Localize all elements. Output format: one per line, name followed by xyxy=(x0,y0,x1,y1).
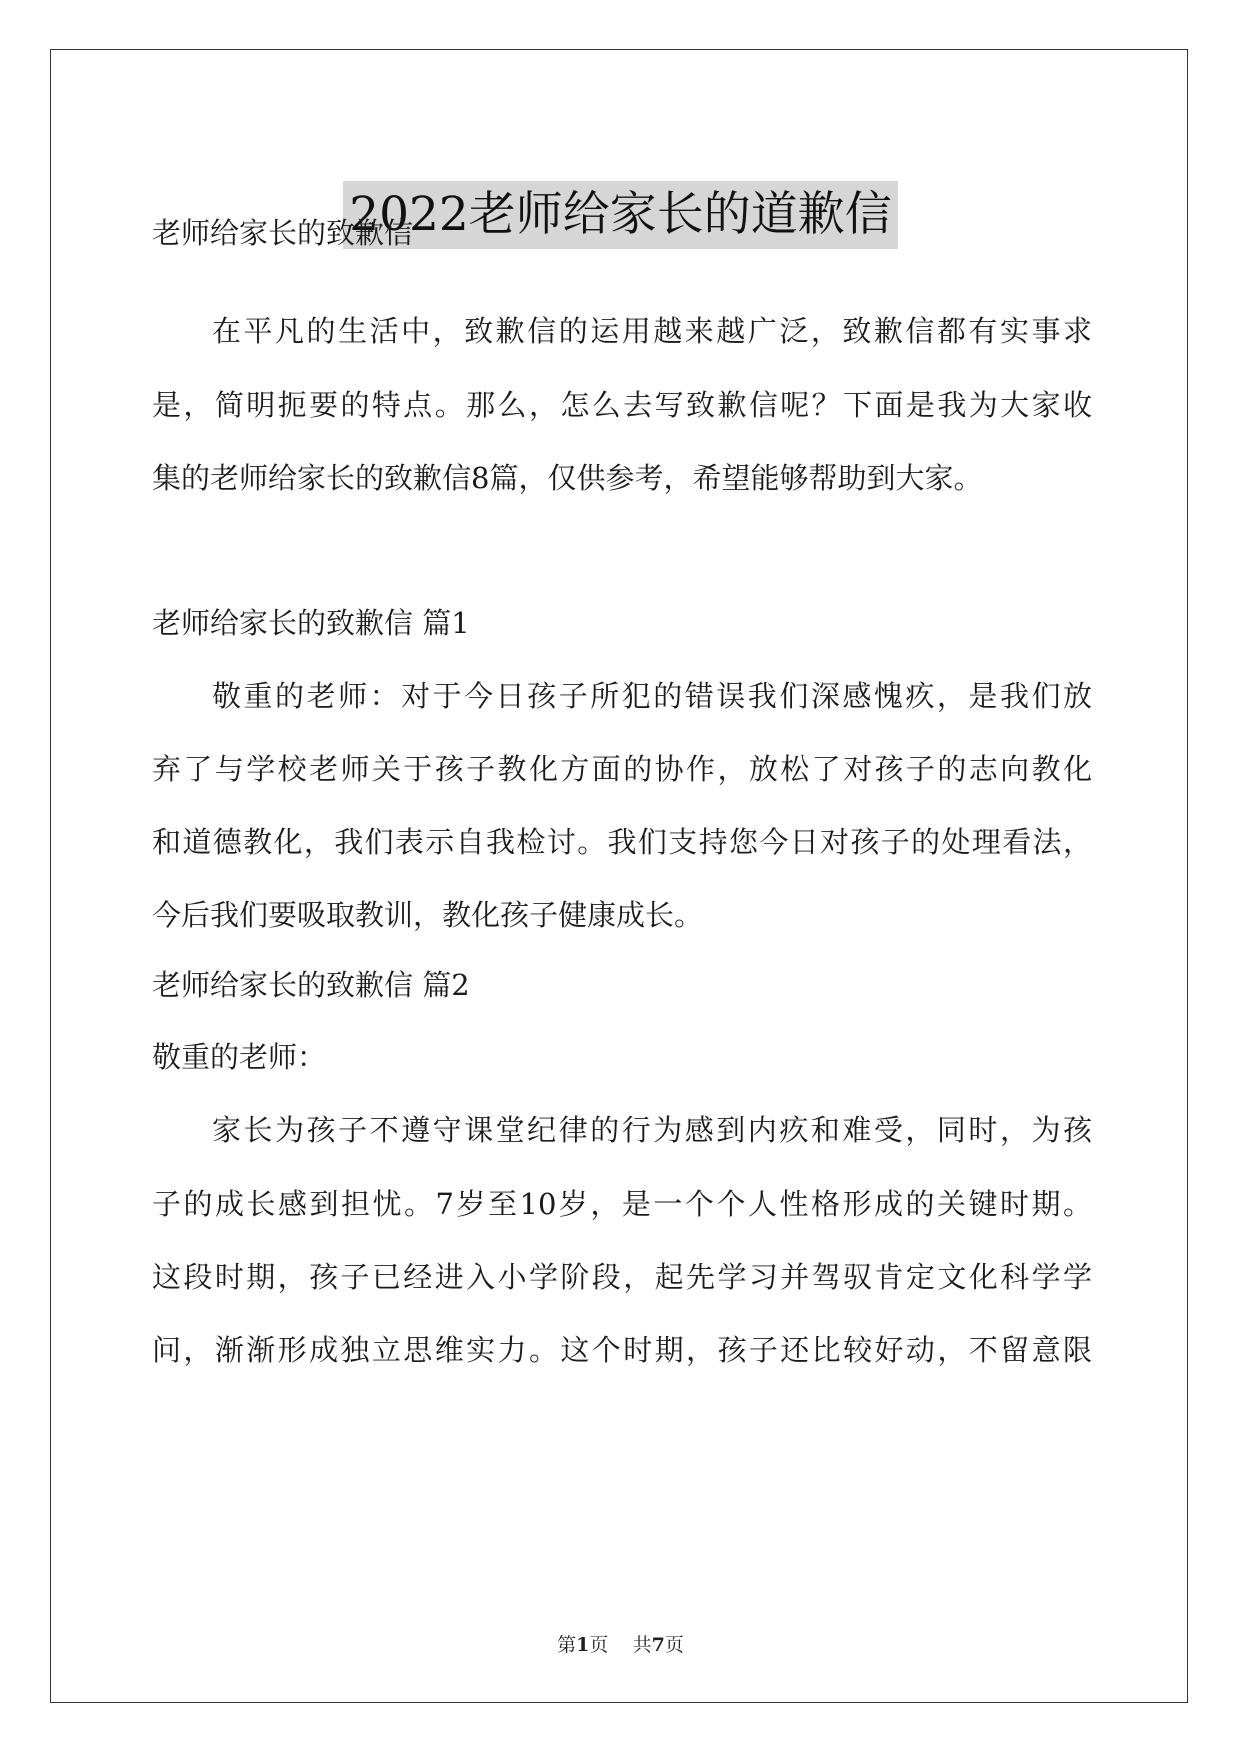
paragraph-line: 在平凡的生活中，致歉信的运用越来越广泛，致歉信都有实事求 xyxy=(212,314,1092,348)
paragraph-line: 子的成长感到担忧。7岁至10岁，是一个个人性格形成的关键时期。 xyxy=(152,1187,1092,1221)
paragraph-line: 弃了与学校老师关于孩子教化方面的协作，放松了对孩子的志向教化 xyxy=(152,752,1092,786)
paragraph-line: 问，渐渐形成独立思维实力。这个时期，孩子还比较好动，不留意限 xyxy=(152,1333,1092,1367)
section-heading: 老师给家长的致歉信 篇1 xyxy=(152,606,470,640)
salutation: 敬重的老师： xyxy=(152,1040,327,1074)
document-title: 2022老师给家长的道歉信 xyxy=(343,181,898,249)
paragraph-line: 敬重的老师：对于今日孩子所犯的错误我们深感愧疚，是我们放 xyxy=(212,679,1092,713)
paragraph-line: 家长为孩子不遵守课堂纪律的行为感到内疚和难受，同时，为孩 xyxy=(212,1113,1092,1147)
footer-suffix: 页 xyxy=(664,1634,684,1656)
total-page-count: 7 xyxy=(651,1634,665,1656)
footer-prefix: 第 xyxy=(557,1634,577,1656)
footer-middle: 页 共 xyxy=(589,1634,652,1656)
paragraph-line: 集的老师给家长的致歉信8篇，仅供参考，希望能够帮助到大家。 xyxy=(152,461,983,495)
paragraph-line: 这段时期，孩子已经进入小学阶段，起先学习并驾驭肯定文化科学学 xyxy=(152,1260,1092,1294)
paragraph-line: 今后我们要吸取教训，教化孩子健康成长。 xyxy=(152,898,704,932)
paragraph-line: 是，简明扼要的特点。那么，怎么去写致歉信呢？下面是我为大家收 xyxy=(152,388,1092,422)
current-page-number: 1 xyxy=(576,1634,590,1656)
page-border xyxy=(50,49,1188,1703)
paragraph-line: 和道德教化，我们表示自我检讨。我们支持您今日对孩子的处理看法， xyxy=(152,825,1092,859)
section-heading: 老师给家长的致歉信 篇2 xyxy=(152,968,470,1002)
section-heading: 老师给家长的致歉信 xyxy=(152,216,414,250)
page-footer xyxy=(0,1632,1241,1658)
